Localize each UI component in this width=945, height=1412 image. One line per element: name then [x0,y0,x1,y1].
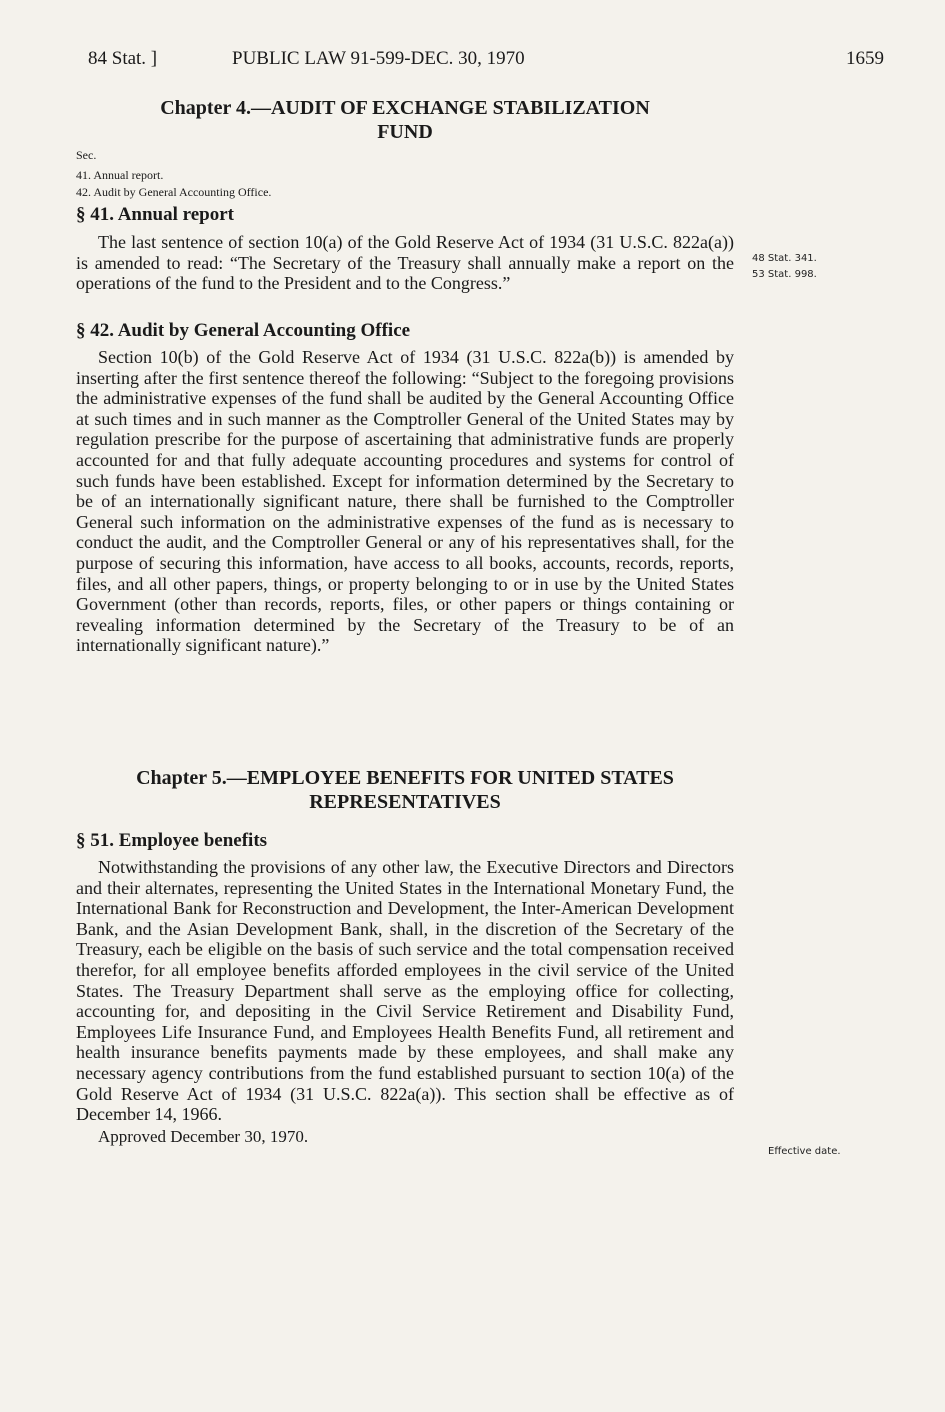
chapter-5-title-line-1: Chapter 5.—EMPLOYEE BENEFITS FOR UNITED STATES [136,767,674,789]
chapter-4-toc [76,148,734,200]
chapter-4-title [76,96,734,144]
section-42 [76,320,734,656]
section-41 [76,204,734,294]
margin-citation-48-stat: 48 Stat. 341. [752,253,817,264]
chapter-4-title-line-1: Chapter 4.—AUDIT OF EXCHANGE STABILIZATION [160,97,650,119]
chapter-5-title [76,766,734,814]
margin-effective-date: Effective date. [768,1146,841,1157]
toc-item: 42. Audit by General Accounting Office. [76,185,272,199]
section-41-heading: § 41. Annual report [76,204,235,225]
header-law-title: PUBLIC LAW 91-599-DEC. 30, 1970 [232,48,525,69]
page-number: 1659 [846,48,884,69]
running-header [88,48,884,74]
section-51-text: Notwithstanding the provisions of any other law, the Executive Directors and Directors and their alternates, representing the United States in the International Monetary Fund, the International Bank for Reconstruction and Development, the Inter-American Development Bank, and the Asian Development Bank, shall, in the discretion of the Secretary of the Treasury, each be eligible on the basis of such service and the total compensation received therefor, for all employee benefits afforded employees in the civil service of the United States. The Treasury Department shall serve as the employing office for collecting, accounting for, and depositing in the Civil Service Retirement and Disability Fund, Employees Life Insurance Fund, and Employees Health Benefits Fund, all retirement and health insurance benefits payments made by these employees, and shall make any necessary agency contributions from the fund established pursuant to section 10(a) of the Gold Reserve Act of 1934 (31 U.S.C. 822a(a)). This section shall be effective as of December 14, 1966. [76,857,734,1125]
section-42-text: Section 10(b) of the Gold Reserve Act of 1934 (31 U.S.C. 822a(b)) is amended by inserting after the first sentence thereof the following: “Subject to the foregoing provisions the administrative expenses of the fund shall be audited by the General Accounting Office at such times and in such manner as the Comptroller General of the United States may by regulation prescribe for the purpose of ascertaining that administrative funds are properly accounted for and that fully adequate accounting procedures and systems for control of such funds have been established. Except for information determined by the Secretary to be of an internationally significant nature, there shall be furnished to the Comptroller General such information on the administrative expenses of the fund as is necessary to conduct the audit, and the Comptroller General or any of his representatives shall, for the purpose of securing this information, have access to all books, accounts, records, reports, files, and all other papers, things, or property belonging to or in use by the United States Government (other than records, reports, files, or other papers or things containing or revealing information determined by the Secretary of the Treasury to be of an internationally significant nature).” [76,347,734,656]
margin-citation-53-stat: 53 Stat. 998. [752,269,817,280]
toc-sec-label: Sec. [76,148,97,162]
chapter-4-title-line-2: FUND [377,121,433,143]
section-51-heading: § 51. Employee benefits [76,830,268,851]
section-51 [76,830,734,1147]
header-stat-volume: 84 Stat. ] [88,48,158,69]
toc-item: 41. Annual report. [76,168,164,182]
section-42-heading: § 42. Audit by General Accounting Office [76,320,411,341]
chapter-5-title-line-2: REPRESENTATIVES [309,791,501,813]
approval-date: Approved December 30, 1970. [98,1126,309,1146]
section-41-text: The last sentence of section 10(a) of the Gold Reserve Act of 1934 (31 U.S.C. 822a(a)) is amended to read: “The Secretary of the Treasury shall annually make a report on the operations of the fund to the President and to the Congress.” [76,232,734,294]
